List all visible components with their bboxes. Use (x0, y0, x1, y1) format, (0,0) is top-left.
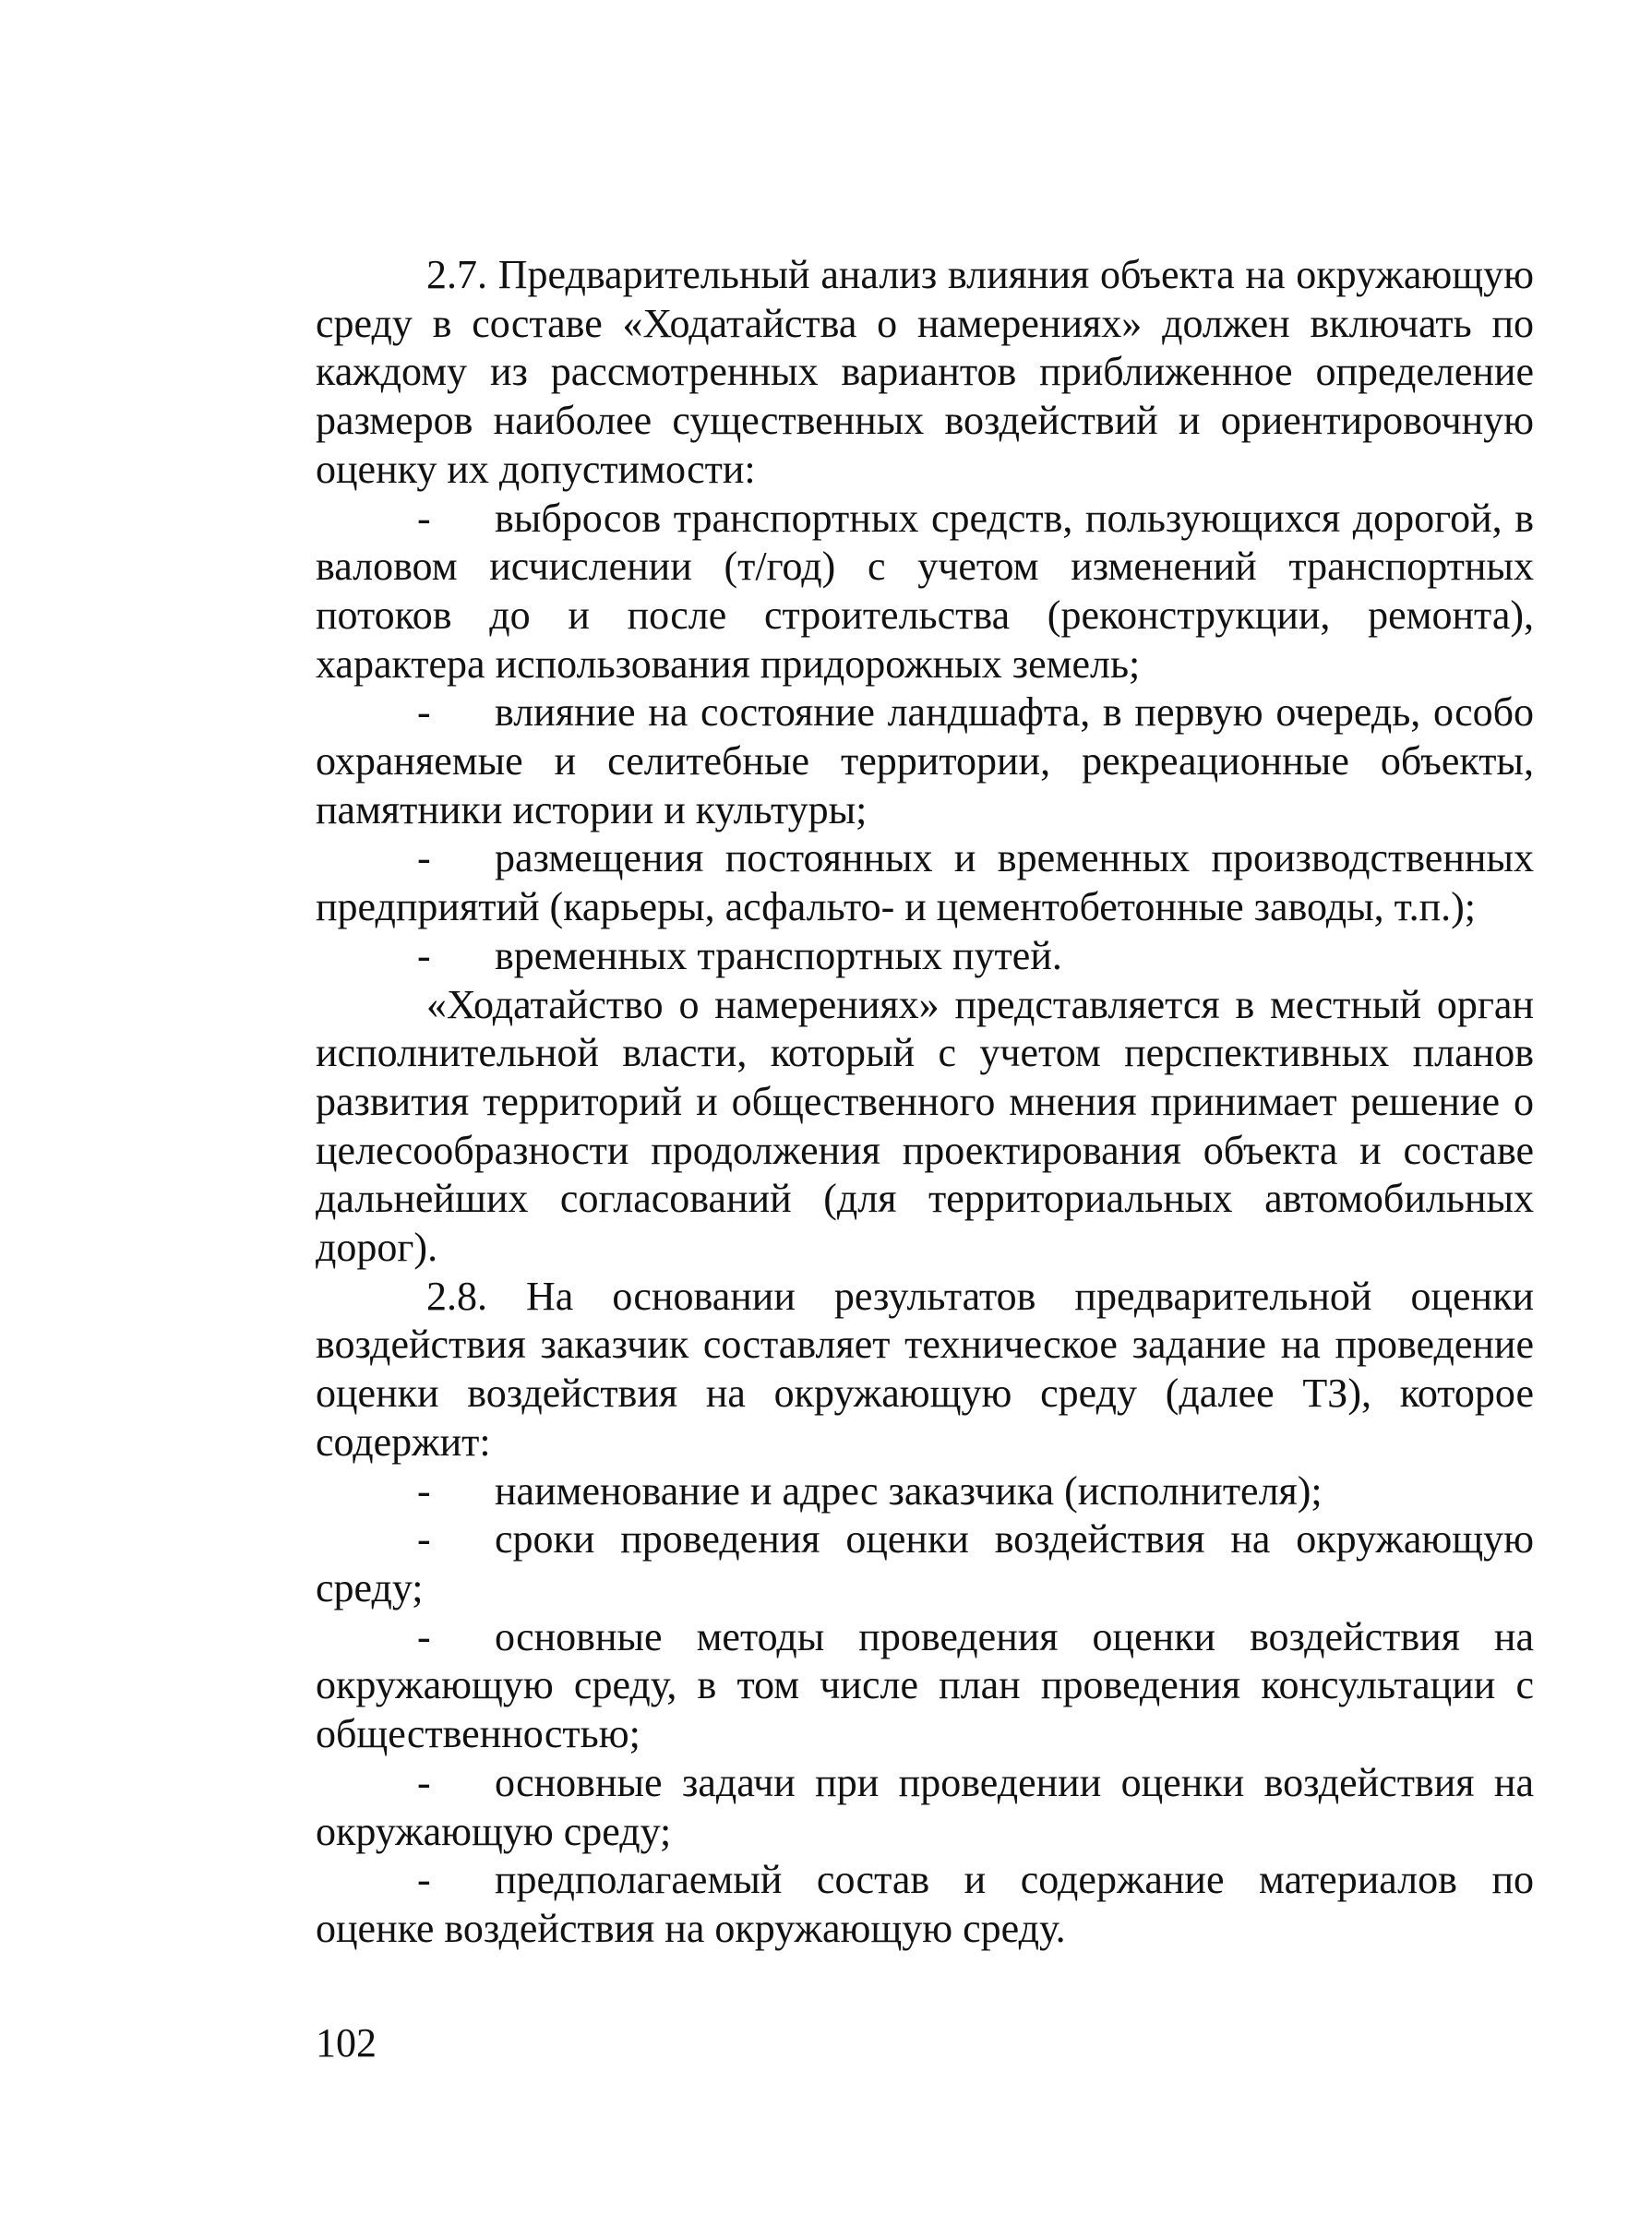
list-item-text: влияние на состояние ландшафта, в первую очередь, особо охраняемые и селитебные территории, рекреационные объекты, памятники истории и культуры; (316, 689, 1534, 832)
bullet-dash: - (417, 1516, 431, 1562)
list-item-text: сроки проведения оценки воздействия на окружающую среду; (316, 1516, 1534, 1610)
list-item (316, 688, 1534, 834)
list-item-text: выбросов транспортных средств, пользующихся дорогой, в валовом исчислении (т/год) с учетом изменений транспортных потоков до и после строительства (реконструкции, ремонта), характера использования придорожных земель; (316, 495, 1534, 687)
list-item-text: наименование и адрес заказчика (исполнителя); (495, 1467, 1323, 1514)
list-item-text: размещения постоянных и временных производственных предприятий (карьеры, асфальто- и цементобетонные заводы, т.п.); (316, 835, 1534, 930)
paragraph-2-7-intro: 2.7. Предварительный анализ влияния объекта на окружающую среду в составе «Ходатайства о намерениях» должен включать по каждому из рассмотренных вариантов приближенное определение размеров наиболее существенных воздействий и ориентировочную оценку их допустимости: (316, 252, 1534, 492)
body-text (316, 251, 1534, 1954)
list-item (316, 1515, 1534, 1612)
list-item (316, 1467, 1534, 1516)
list-item-text: основные задачи при проведении оценки воздействия на окружающую среду; (316, 1759, 1534, 1854)
paragraph-2-7-note: «Ходатайство о намерениях» представляется в местный орган исполнительной власти, который с учетом перспективных планов развития территорий и общественного мнения принимает решение о целесообразности продолжения проектирования объекта и составе дальнейших согласований (для территориальных автомобильных дорог). (316, 981, 1534, 1271)
bullet-dash: - (417, 835, 431, 881)
list-item (316, 1856, 1534, 1953)
paragraph-2-8-intro: 2.8. На основании результатов предварительной оценки воздействия заказчик составляет техническое задание на проведение оценки воздействия на окружающую среду (далее ТЗ), которое содержит: (316, 1273, 1534, 1465)
bullet-dash: - (417, 1759, 431, 1805)
bullet-dash: - (417, 1613, 431, 1659)
list-item-text: временных транспортных путей. (495, 932, 1062, 978)
list-item (316, 495, 1534, 689)
list-item-text: предполагаемый состав и содержание материалов по оценке воздействия на окружающую среду. (316, 1857, 1534, 1951)
list-item (316, 1759, 1534, 1856)
page-number: 102 (316, 2020, 377, 2065)
list-item-text: основные методы проведения оценки воздействия на окружающую среду, в том числе план проведения консультации с общественностью; (316, 1613, 1534, 1757)
bullet-dash: - (417, 1857, 431, 1903)
bullet-dash: - (417, 932, 431, 978)
list-item (316, 1613, 1534, 1759)
list-item (316, 932, 1534, 981)
bullet-dash: - (417, 495, 431, 541)
list-item (316, 834, 1534, 931)
bullet-dash: - (417, 689, 431, 736)
bullet-dash: - (417, 1467, 431, 1514)
